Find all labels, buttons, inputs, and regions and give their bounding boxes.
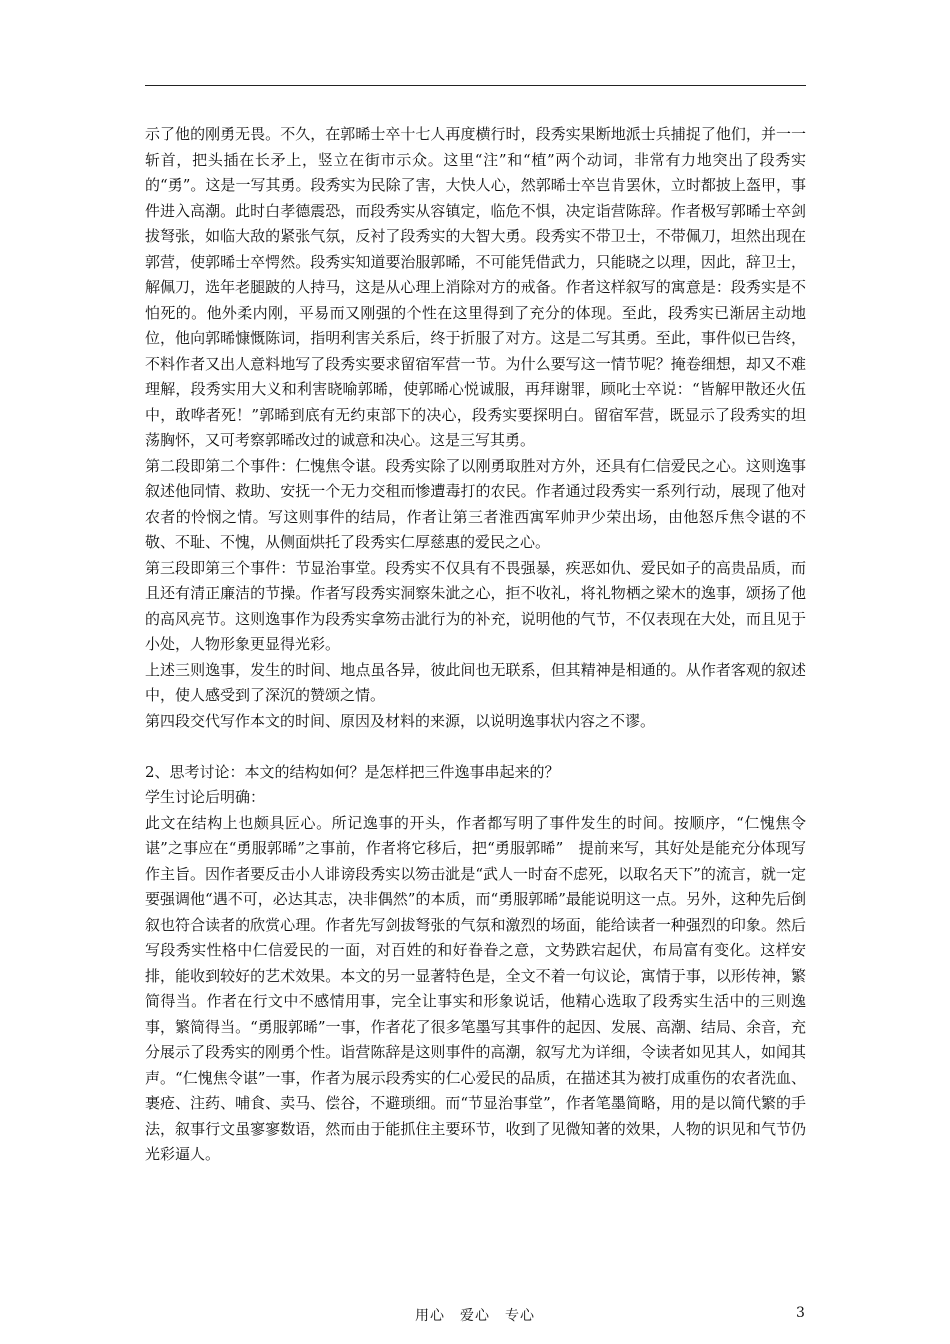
page-number: 3	[796, 1305, 805, 1321]
page-body	[145, 122, 806, 1168]
paragraph-structure-analysis: 此文在结构上也颇具匠心。所记逸事的开头，作者都写明了事件发生的时间。按顺序，“仁愧焦令谌”之事应在“勇服郭晞”之事前，作者将它移后，把“勇服郭晞” 提前来写，其好处是能充分体现写作主旨。因作者要反击小人诽谤段秀实以笏击泚是“武人一时奋不虑死，以取名天下”的流言，就一定要强调他“遇不可，必达其志，决非偶然”的本质，而“勇服郭晞”最能说明这一点。另外，这种先后倒叙也符合读者的欣赏心理。作者先写剑拔弩张的气氛和激烈的场面，能给读者一种强烈的印象。然后写段秀实性格中仁信爱民的一面，对百姓的和好眷眷之意，文势跌宕起伏，布局富有变化。这样安排，能收到较好的艺术效果。本文的另一显著特色是，全文不着一句议论，寓情于事，以形传神，繁简得当。作者在行文中不感情用事，完全让事实和形象说话，他精心选取了段秀实生活中的三则逸事，繁简得当。“勇服郭晞”一事，作者花了很多笔墨写其事件的起因、发展、高潮、结局、余音，充分展示了段秀实的刚勇个性。诣营陈辞是这则事件的高潮，叙写尤为详细，令读者如见其人，如闻其声。“仁愧焦令谌”一事，作者为展示段秀实的仁心爱民的品质，在描述其为被打成重伤的农者洗血、裹疮、注药、哺食、卖马、偿谷，不避琐细。而“节显治事堂”，作者笔墨简略，用的是以简代繁的手法，叙事行文虽寥寥数语，然而由于能抓住主要环节，收到了见微知著的效果，人物的识见和气节仍光彩逼人。	[145, 813, 806, 1163]
paragraph-summary: 上述三则逸事，发生的时间、地点虽各异，彼此间也无联系，但其精神是相通的。从作者客观的叙述中，使人感受到了深沉的赞颂之情。	[145, 660, 806, 704]
discussion-intro: 学生讨论后明确：	[145, 788, 266, 806]
header-rule	[145, 85, 806, 86]
paragraph-fourth-section: 第四段交代写作本文的时间、原因及材料的来源，以说明逸事状内容之不谬。	[145, 711, 656, 730]
footer-motto: 用心 爱心 专心	[415, 1308, 535, 1324]
paragraph-yong-fu-guo-xi: 示了他的刚勇无畏。不久，在郭晞士卒十七人再度横行时，段秀实果断地派士兵捕捉了他们，并一一斩首，把头插在长矛上，竖立在街市示众。这里“注”和“植”两个动词，非常有力地突出了段秀实的“勇”。这是一写其勇。段秀实为民除了害，大快人心，然郭晞士卒岂肯罢休，立时都披上盔甲，事件进入高潮。此时白孝德震恐，而段秀实从容镇定，临危不惧，决定诣营陈辞。作者极写郭晞士卒剑拔弩张，如临大敌的紧张气氛，反衬了段秀实的大智大勇。段秀实不带卫士，不带佩刀，坦然出现在郭营，使郭晞士卒愕然。段秀实知道要治服郭晞，不可能凭借武力，只能晓之以理，因此，辞卫士，解佩刀，选年老腿跛的人持马，这是从心理上消除对方的戒备。作者这样叙写的寓意是：段秀实是不怕死的。他外柔内刚，平易而又刚强的个性在这里得到了充分的体现。至此，段秀实已渐居主动地位，他向郭晞慷慨陈词，指明利害关系后，终于折服了对方。这是二写其勇。至此，事件似已告终，不料作者又出人意料地写了段秀实要求留宿军营一节。为什么要写这一情节呢？掩卷细想，却又不难理解，段秀实用大义和利害晓喻郭晞，使郭晞心悦诚服，再拜谢罪，顾叱士卒说：“皆解甲散还火伍中，敢哗者死！”郭晞到底有无约束部下的决心，段秀实要探明白。留宿军营，既显示了段秀实的坦荡胸怀，又可考察郭晞改过的诚意和决心。这是三写其勇。	[145, 125, 806, 449]
paragraph-spacer	[145, 734, 806, 760]
discussion-question: 2、思考讨论：本文的结构如何？是怎样把三件逸事串起来的？	[145, 762, 560, 781]
paragraph-second-event: 第二段即第二个事件：仁愧焦令谌。段秀实除了以刚勇取胜对方外，还具有仁信爱民之心。这则逸事叙述他同情、救助、安抚一个无力交租而惨遭毒打的农民。作者通过段秀实一系列行动，展现了他对农者的怜悯之情。写这则事件的结局，作者让第三者淮西寓军帅尹少荣出场，由他怒斥焦令谌的不敬、不耻、不愧，从侧面烘托了段秀实仁厚慈惠的爱民之心。	[145, 456, 806, 551]
paragraph-third-event: 第三段即第三个事件：节显治事堂。段秀实不仅具有不畏强暴，疾恶如仇、爱民如子的高贵品质，而且还有清正廉洁的节操。作者写段秀实洞察朱泚之心，拒不收礼，将礼物栖之梁木的逸事，颂扬了他的高风亮节。这则逸事作为段秀实拿笏击泚行为的补充，说明他的气节，不仅表现在大处，而且见于小处，人物形象更显得光彩。	[145, 558, 806, 653]
